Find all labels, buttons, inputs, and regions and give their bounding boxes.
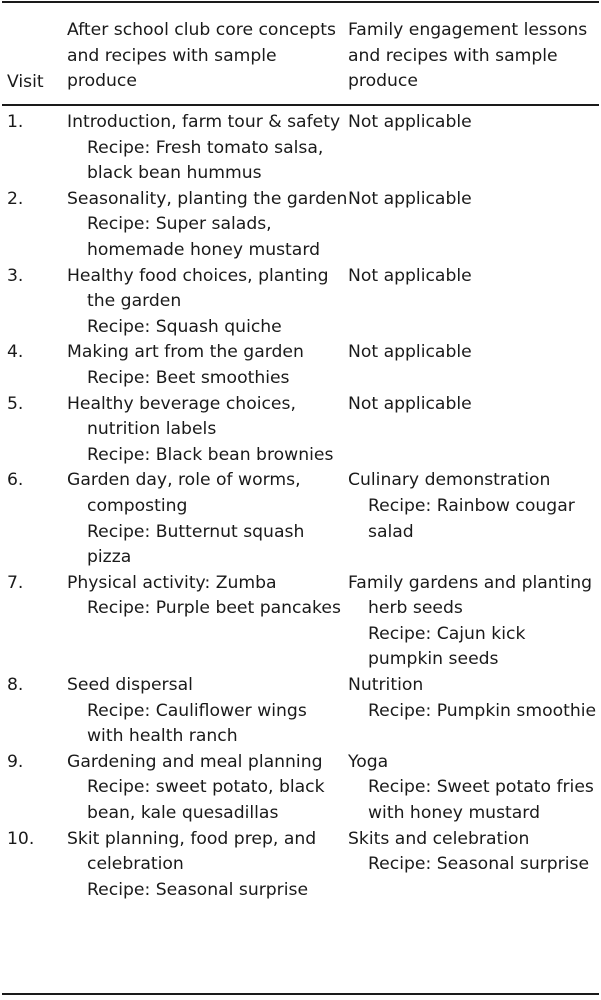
visit-number: 4. [7, 342, 24, 363]
family-recipe: Recipe: Cajun kick pumpkin seeds [368, 623, 526, 670]
table-row [0, 673, 601, 750]
header-rule [2, 104, 599, 106]
family-cell [348, 340, 600, 391]
club-topic: Physical activity: Zumba [67, 572, 277, 593]
family-recipe: Recipe: Sweet potato fries with honey mustard [368, 777, 594, 824]
family-topic: Not applicable [348, 393, 472, 414]
club-cell [67, 110, 348, 187]
club-topic: Gardening and meal planning [67, 751, 323, 772]
club-cell [67, 264, 348, 341]
club-cell [67, 392, 348, 469]
table-row [0, 187, 601, 264]
club-topic: Making art from the garden [67, 342, 304, 363]
club-topic: Seasonality, planting the garden [67, 188, 348, 209]
club-recipe: Recipe: Beet smoothies [87, 367, 290, 388]
family-cell [348, 264, 600, 341]
visit-number: 7. [7, 572, 24, 593]
family-topic: Skits and celebration [348, 828, 530, 849]
family-recipe: Recipe: Pumpkin smoothie [368, 700, 597, 721]
family-cell [348, 673, 600, 750]
club-topic: Healthy beverage choices, nutrition labels [67, 393, 296, 440]
table-row [0, 392, 601, 469]
club-topic: Garden day, role of worms, composting [67, 470, 301, 516]
visit-number: 10. [7, 828, 35, 849]
header-family: Family engagement lessons and recipes with sample produce [348, 20, 588, 92]
visit-number: 6. [7, 470, 24, 491]
club-recipe: Recipe: sweet potato, black bean, kale quesadillas [87, 777, 325, 824]
table-bottom-rule [2, 993, 599, 995]
visit-number: 5. [7, 393, 24, 414]
club-cell [67, 673, 348, 750]
club-topic: Skit planning, food prep, and celebration [67, 828, 317, 875]
club-recipe: Recipe: Fresh tomato salsa, black bean hummus [87, 137, 324, 184]
club-recipe: Recipe: Seasonal surprise [87, 879, 309, 900]
table-row [0, 468, 601, 570]
club-cell [67, 750, 348, 827]
visit-number: 3. [7, 265, 24, 286]
family-topic: Not applicable [348, 112, 472, 132]
family-cell [348, 827, 600, 904]
club-cell [67, 468, 348, 570]
family-cell [348, 187, 600, 264]
table-row [0, 264, 601, 341]
family-topic: Culinary demonstration [348, 470, 551, 491]
family-recipe: Recipe: Seasonal surprise [368, 854, 590, 875]
club-topic: Healthy food choices, planting the garden [67, 265, 329, 312]
visit-number: 2. [7, 188, 24, 209]
club-recipe: Recipe: Purple beet pancakes [87, 598, 341, 619]
table-row [0, 110, 601, 187]
header-club: After school club core concepts and recipes with sample produce [67, 20, 336, 92]
family-cell [348, 468, 600, 570]
family-topic: Not applicable [348, 342, 472, 363]
family-topic: Family gardens and planting herb seeds [348, 572, 592, 619]
family-topic: Nutrition [348, 675, 424, 696]
club-recipe: Recipe: Squash quiche [87, 316, 282, 337]
club-cell [67, 827, 348, 904]
family-cell [348, 750, 600, 827]
club-topic: Introduction, farm tour & safety [67, 112, 341, 132]
club-recipe: Recipe: Black bean brownies [87, 444, 334, 465]
club-recipe: Recipe: Cauliflower wings with health ranch [87, 700, 307, 747]
visit-number: 1. [7, 112, 24, 132]
table-row [0, 340, 601, 391]
family-topic: Not applicable [348, 188, 472, 209]
table-top-rule [2, 1, 599, 3]
club-topic: Seed dispersal [67, 675, 193, 696]
table-row [0, 750, 601, 827]
family-cell [348, 392, 600, 469]
family-topic: Yoga [348, 751, 389, 772]
family-recipe: Recipe: Rainbow cougar salad [368, 495, 575, 542]
club-cell [67, 571, 348, 673]
table-body [0, 110, 601, 903]
club-cell [67, 187, 348, 264]
table-row [0, 827, 601, 904]
family-cell [348, 571, 600, 673]
club-recipe: Recipe: Super salads, homemade honey mustard [87, 214, 320, 260]
club-cell [67, 340, 348, 391]
visit-number: 9. [7, 751, 24, 772]
visit-number: 8. [7, 675, 24, 696]
family-topic: Not applicable [348, 265, 472, 286]
header-visit: Visit [7, 72, 44, 92]
family-cell [348, 110, 600, 187]
table-header [0, 18, 601, 96]
club-recipe: Recipe: Butternut squash pizza [87, 521, 305, 568]
table-row [0, 571, 601, 673]
